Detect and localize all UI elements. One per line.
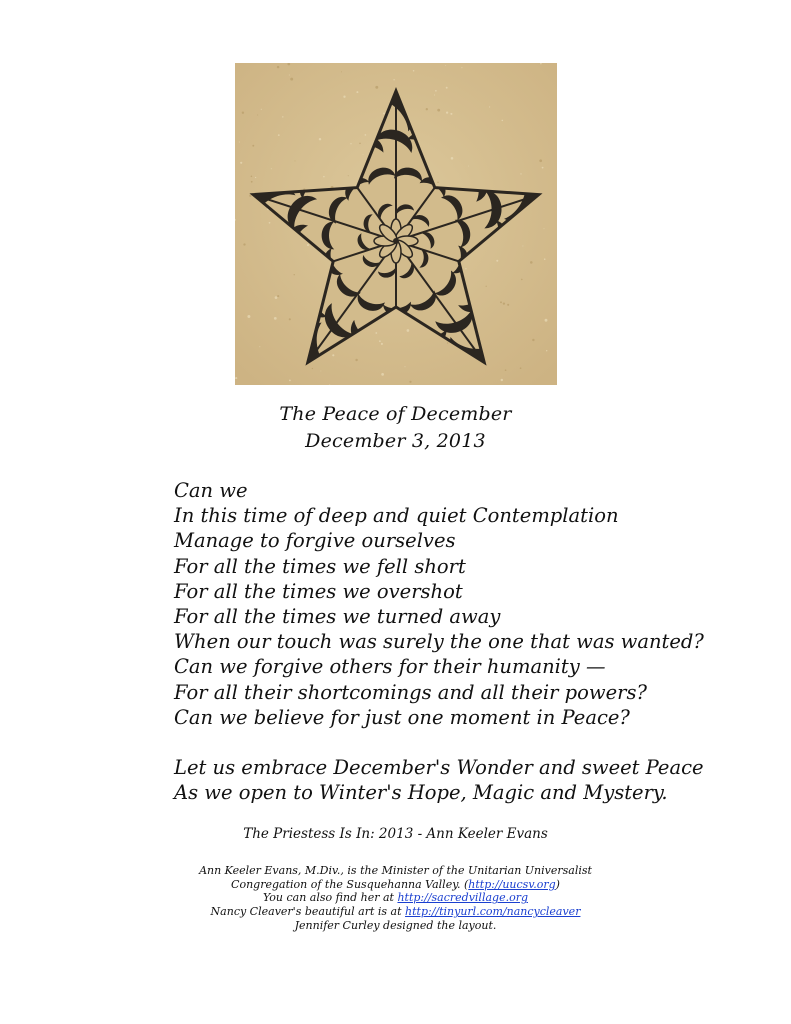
paper-speckle [261,109,262,110]
paper-speckle [405,366,406,367]
poem-line: Can we [174,479,248,502]
paper-speckle [393,79,394,80]
paper-speckle [363,154,364,155]
paper-speckle [247,315,250,318]
paper-speckle [251,176,253,178]
paper-speckle [468,166,469,167]
paper-speckle [243,243,245,245]
credits-line [0,891,791,905]
paper-speckle [446,111,448,113]
paper-speckle [426,108,428,110]
paper-speckle [501,379,503,381]
paper-speckle [277,295,279,297]
paper-speckle [329,384,330,385]
poem-line: As we open to Winter's Hope, Magic and Mystery. [174,781,668,805]
poem-date: December 3, 2013 [305,430,486,452]
paper-speckle [289,75,290,76]
paper-speckle [450,113,452,115]
paper-speckle [447,342,448,343]
paper-speckle [242,112,244,114]
paper-speckle [446,87,448,89]
paper-speckle [290,78,293,81]
poem-line: Can we forgive others for their humanity — [174,655,606,679]
signature-line: The Priestess Is In: 2013 - Ann Keeler Evans [243,826,548,842]
paper-speckle [365,134,367,136]
paper-speckle [319,138,321,140]
paper-speckle [407,329,410,332]
paper-speckle [259,346,260,347]
paper-speckle [496,260,498,262]
paper-speckle [383,112,385,114]
paper-speckle [539,159,542,162]
paper-speckle [249,195,251,197]
paper-speckle [275,296,278,299]
paper-speckle [277,66,279,68]
credits-block [0,864,791,933]
paper-speckle [239,141,240,142]
flower-center [393,238,399,244]
paper-speckle [500,301,502,303]
credits-text: Congregation of the Susquehanna Valley. ( [231,877,469,891]
paper-speckle [348,175,349,176]
poem-title: The Peace of December [279,403,512,425]
paper-speckle [294,274,295,275]
paper-speckle [282,116,283,117]
poem-line: In this time of deep and quiet Contemplation [174,504,619,528]
uucsv-link[interactable]: http://uucsv.org [468,877,556,891]
paper-speckle [240,162,242,164]
paper-speckle [544,258,546,260]
paper-speckle [409,381,411,383]
paper-speckle [521,279,523,281]
paper-speckle [435,90,437,92]
paper-speckle [278,134,280,136]
poem-line: For all the times we fell short [174,554,466,578]
credits-line: Ann Keeler Evans, M.Div., is the Minister of the Unitarian Universalist [199,864,592,877]
credits-text: You can also find her at [263,891,398,905]
poem-line: For all the times we overshot [174,579,463,603]
paper-speckle [520,173,521,174]
paper-speckle [269,222,271,224]
paper-speckle [542,167,544,169]
nancycleaver-link[interactable]: http://tinyurl.com/nancycleaver [405,905,581,919]
paper-speckle [522,246,523,247]
poem-line: Can we believe for just one moment in Peace? [174,705,630,729]
paper-speckle [437,182,438,183]
paper-speckle [451,157,454,160]
stanza-break [174,730,774,755]
paper-speckle [545,319,548,322]
paper-speckle [375,86,378,89]
paper-speckle [532,339,534,341]
paper-speckle [375,332,377,334]
paper-speckle [332,354,334,356]
paper-speckle [257,115,258,116]
paper-speckle [252,145,254,147]
paper-speckle [255,177,256,178]
paper-speckle [359,143,360,144]
paper-speckle [489,106,490,107]
paper-speckle [530,261,533,264]
paper-speckle [271,168,272,169]
paper-speckle [295,160,296,161]
star-mandala-icon [235,63,557,385]
paper-speckle [502,120,504,122]
paper-speckle [355,359,357,361]
paper-speckle [356,91,358,93]
paper-speckle [486,286,487,287]
paper-speckle [546,350,547,351]
paper-speckle [544,228,545,229]
paper-speckle [381,373,384,376]
credits-line: Jennifer Curley designed the layout. [294,918,497,932]
paper-speckle [465,268,466,269]
credits-line [0,878,791,892]
poem-body [174,478,774,805]
star-artwork [235,63,557,385]
poem-line: For all their shortcomings and all their powers? [174,680,647,704]
paper-speckle [434,95,435,96]
credits-line [0,905,791,919]
poem-line: Let us embrace December's Wonder and sweet Peace [174,756,704,780]
paper-speckle [381,343,383,345]
paper-speckle [505,369,507,371]
paper-speckle [251,181,253,183]
paper-speckle [507,304,509,306]
paper-speckle [307,244,309,246]
poem-line: When our touch was surely the one that was wanted? [174,630,704,654]
paper-speckle [289,318,291,320]
paper-speckle [312,368,313,369]
paper-speckle [274,317,277,320]
poem-line: Manage to forgive ourselves [174,529,456,553]
paper-speckle [289,380,291,382]
paper-speckle [379,340,381,342]
center-flower [374,219,418,263]
paper-speckle [520,367,522,369]
paper-speckle [445,65,446,66]
paper-speckle [320,371,321,372]
paper-speckle [350,143,351,144]
paper-speckle [343,96,345,98]
credits-text: Nancy Cleaver's beautiful art is at [210,905,406,919]
paper-speckle [413,70,415,72]
paper-speckle [437,109,440,112]
paper-speckle [503,302,505,304]
credits-text: ) [555,877,560,891]
paper-speckle [235,377,237,379]
sacredvillage-link[interactable]: http://sacredvillage.org [397,891,528,905]
paper-speckle [341,71,342,72]
paper-speckle [461,67,462,68]
paper-speckle [323,176,325,178]
poem-line: For all the times we turned away [174,605,501,629]
